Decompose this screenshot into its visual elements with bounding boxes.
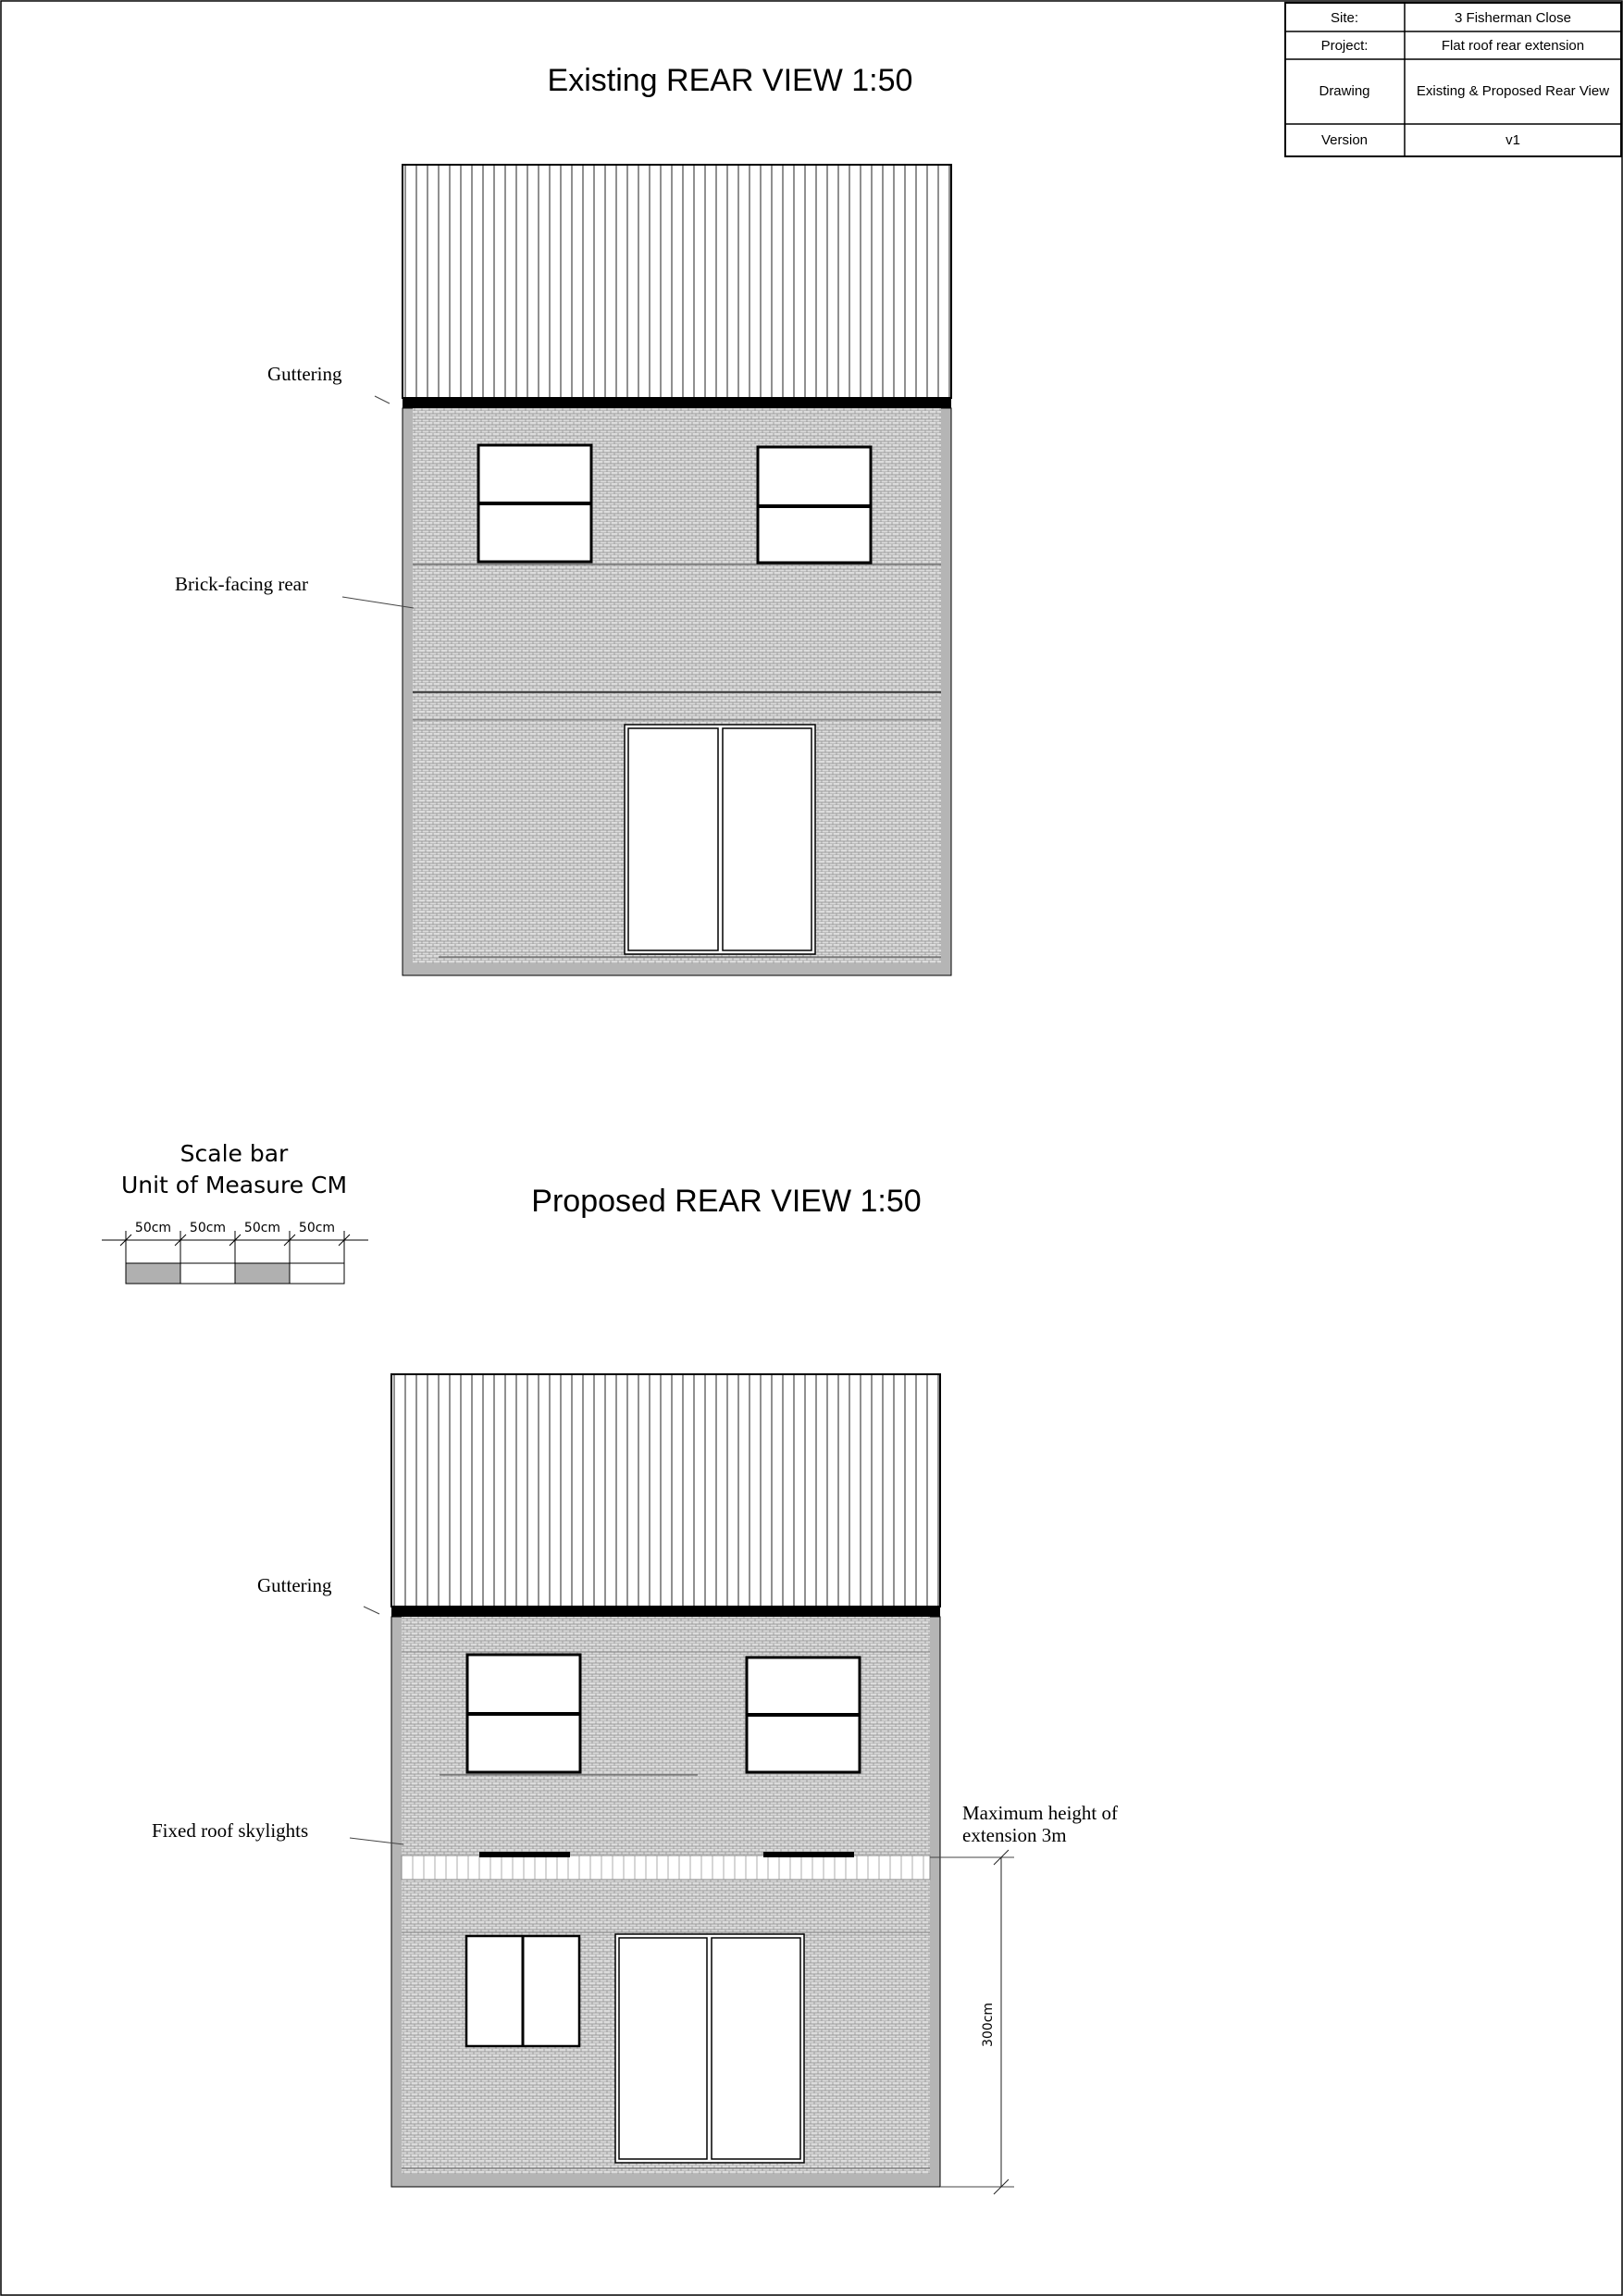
scale-bar-segment-label: 50cm [298,1221,336,1235]
height-dimension-label: 300cm [981,2002,996,2048]
scale-bar-segment [235,1263,290,1284]
existing-guttering-label: Guttering [267,363,342,385]
scale-bar-segment [290,1263,344,1284]
skylights-label: Fixed roof skylights [152,1819,309,1842]
title-block-project-label: Project: [1320,38,1369,54]
existing-view-title: Existing REAR VIEW 1:50 [547,63,913,98]
existing-gutter [403,398,951,408]
scale-bar-segment-label: 50cm [243,1221,281,1235]
scale-bar-segment [180,1263,235,1284]
max-height-label-line1: Maximum height of [962,1802,1118,1824]
existing-guttering-leader [375,396,390,403]
max-height-label-line2: extension 3m [962,1824,1067,1846]
proposed-view-title: Proposed REAR VIEW 1:50 [531,1184,922,1219]
proposed-gutter [391,1607,940,1617]
title-block-version-value: v1 [1505,132,1520,148]
existing-elevation [403,165,951,975]
skylight-right [763,1852,854,1857]
scale-bar-segment-label: 50cm [189,1221,227,1235]
title-block-drawing-label: Drawing [1319,83,1370,99]
title-block-drawing-value: Existing & Proposed Rear View [1416,83,1610,99]
existing-roof [403,165,951,398]
existing-brick-label: Brick-facing rear [175,573,308,595]
scale-bar [102,1140,368,1284]
proposed-roof [391,1374,940,1607]
scale-bar-segment-label: 50cm [134,1221,172,1235]
scale-bar-title: Scale bar [180,1140,289,1167]
title-block-site-label: Site: [1330,10,1359,26]
proposed-guttering-leader [364,1607,379,1614]
title-block-site-value: 3 Fisherman Close [1455,10,1571,26]
title-block-version-label: Version [1320,132,1369,148]
title-block [1285,3,1621,156]
proposed-guttering-label: Guttering [257,1574,332,1596]
scale-bar-segment [126,1263,180,1284]
height-dimension [930,1850,1014,2194]
scale-bar-unit: Unit of Measure CM [120,1172,348,1198]
skylight-left [479,1852,570,1857]
proposed-elevation [391,1374,940,2187]
title-block-project-value: Flat roof rear extension [1441,38,1585,54]
extension-flat-roof [402,1855,930,1880]
